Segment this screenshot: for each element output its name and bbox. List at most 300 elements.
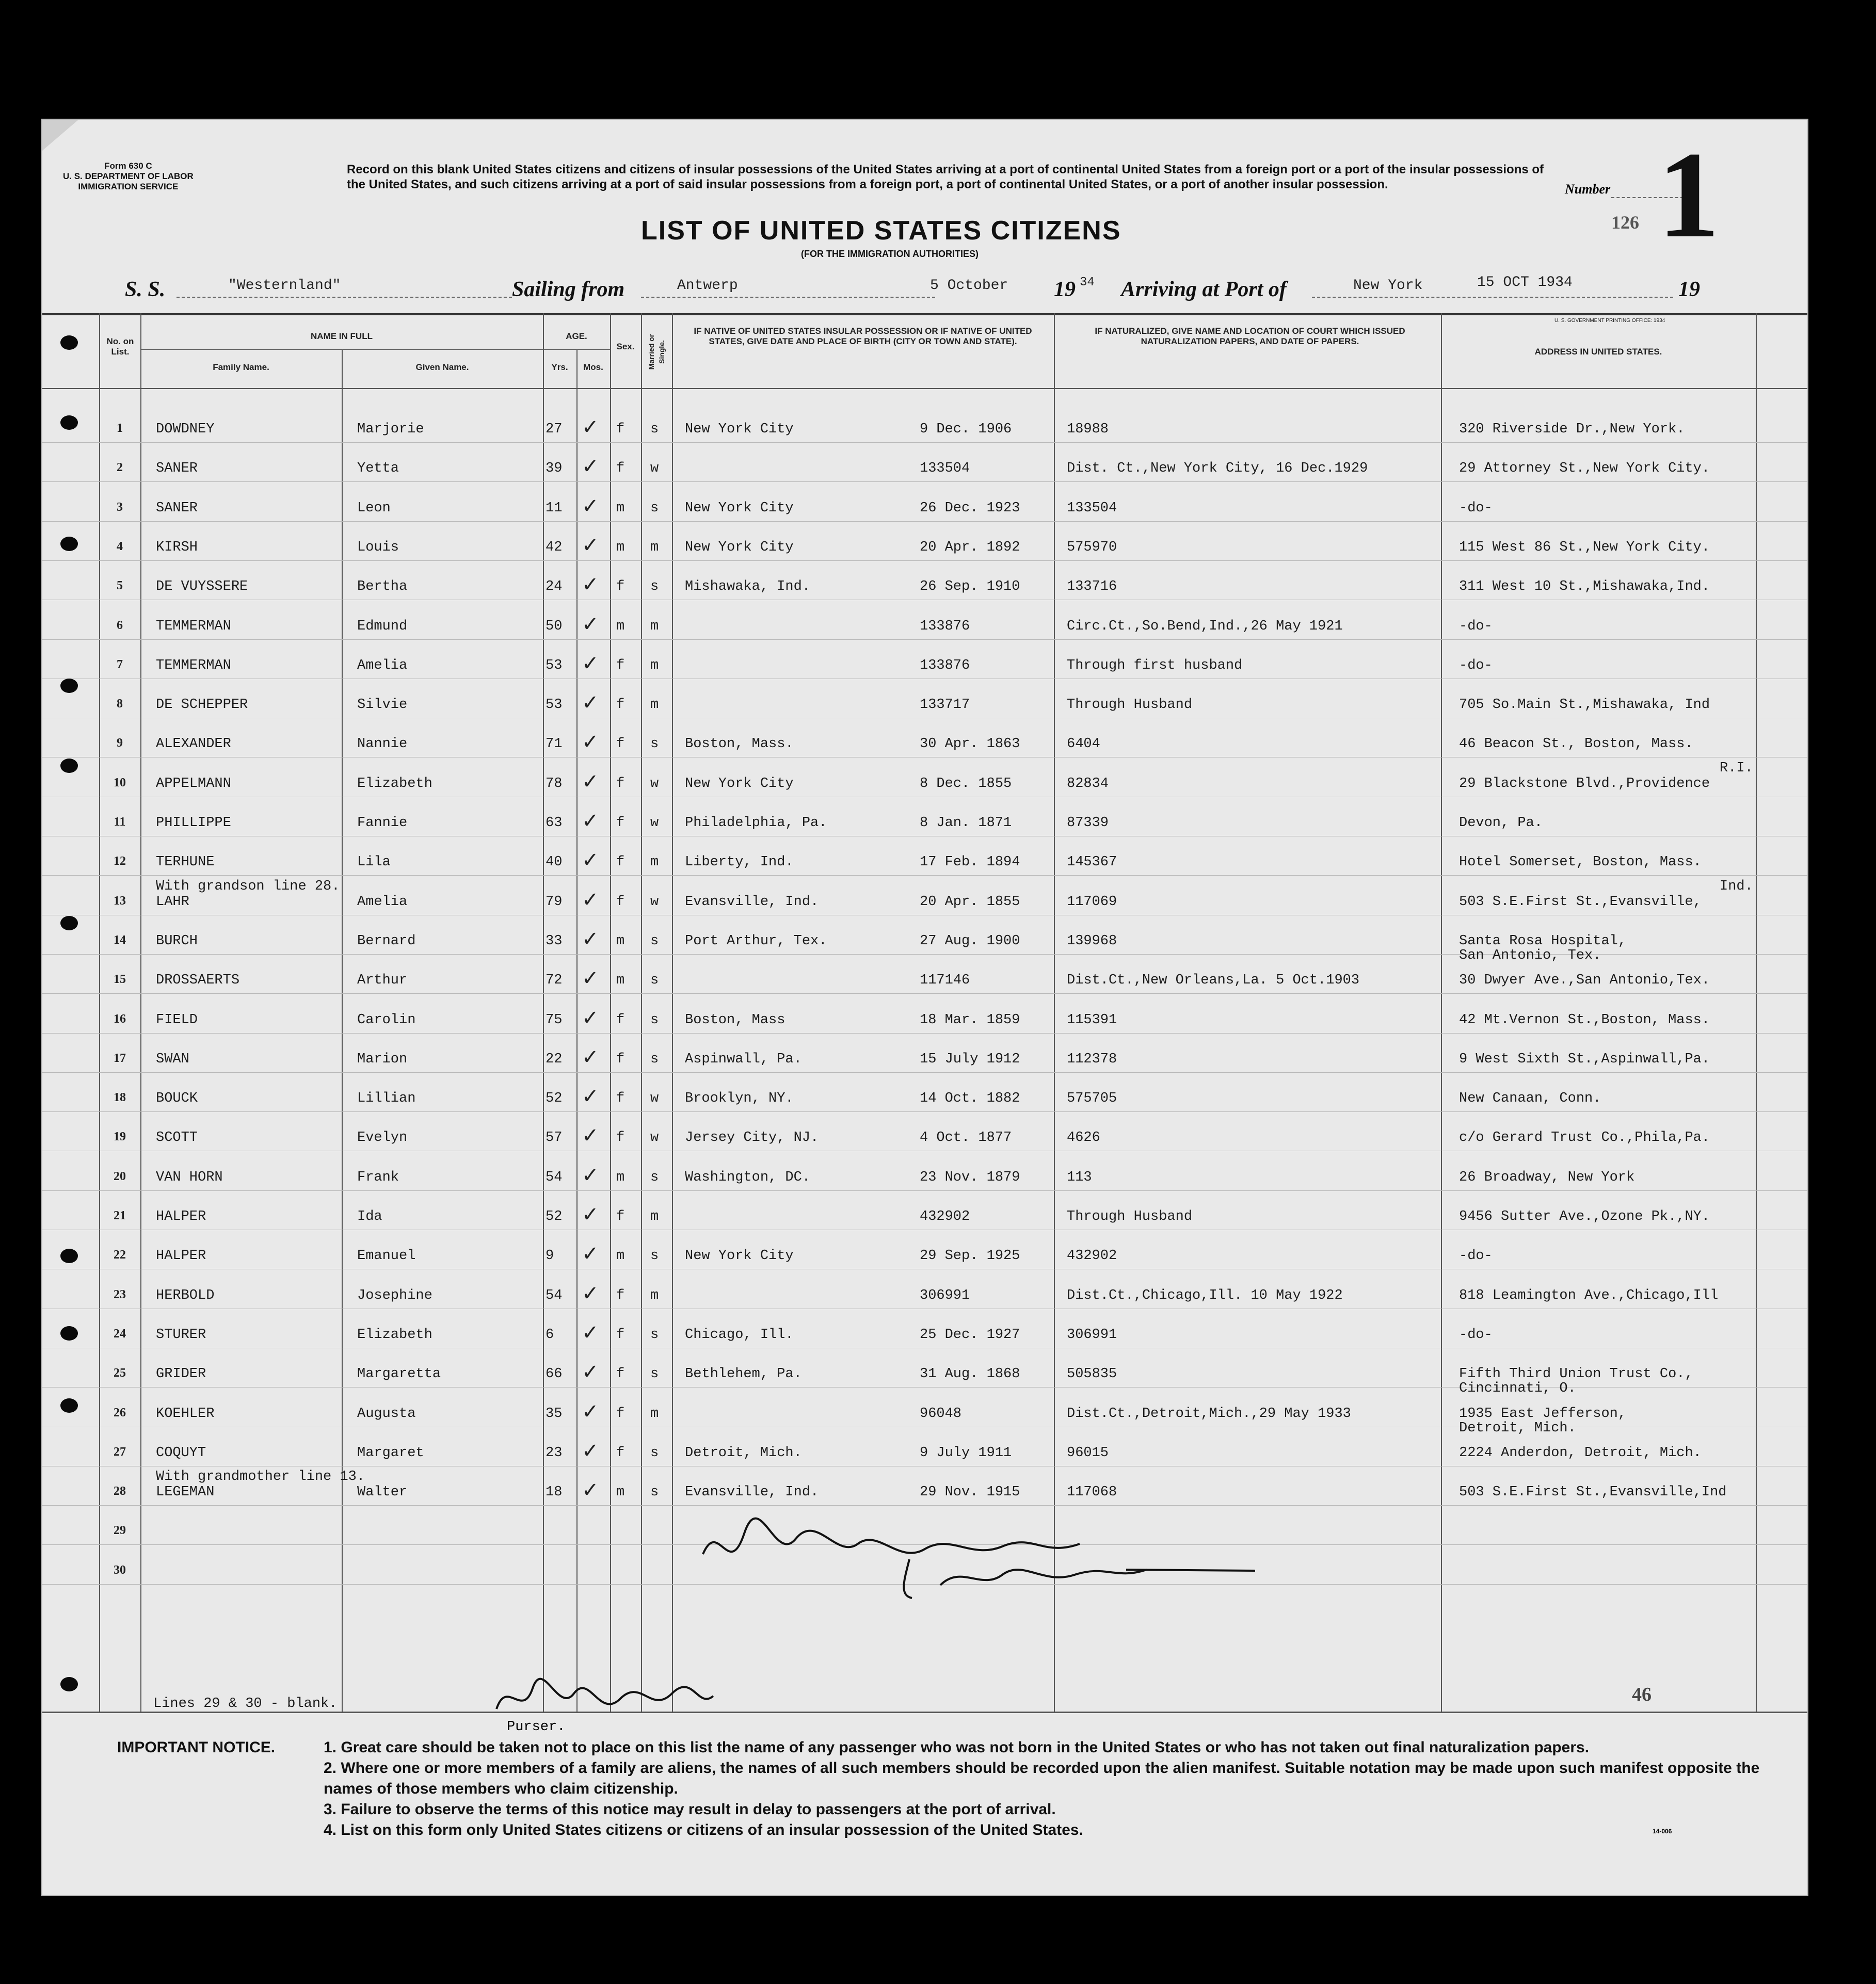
row-family-name: TEMMERMAN <box>156 658 231 673</box>
check-mark: ✓ <box>582 415 599 439</box>
row-age-years: 18 <box>546 1485 563 1500</box>
page-stamp: 46 <box>1632 1684 1651 1705</box>
row-family-name: SANER <box>156 461 198 476</box>
notice-item: 4. List on this form only United States citizens or citizens of an insular possession of the United States. <box>324 1821 1083 1838</box>
row-given-name: Evelyn <box>357 1130 408 1146</box>
row-given-name: Leon <box>357 501 391 516</box>
row-address-line2: Detroit, Mich. <box>1459 1421 1576 1436</box>
row-given-name: Emanuel <box>357 1248 416 1264</box>
row-birth-date-or-cert: 306991 <box>920 1288 970 1303</box>
row-naturalization: 82834 <box>1067 776 1109 792</box>
row-line-number: 5 <box>117 579 123 592</box>
row-address: c/o Gerard Trust Co.,Phila,Pa. <box>1459 1130 1710 1146</box>
row-marital-status: m <box>650 1406 659 1422</box>
row-given-name: Walter <box>357 1485 408 1500</box>
row-line-number: 9 <box>117 736 123 750</box>
row-family-name: GRIDER <box>156 1366 206 1382</box>
row-rule <box>42 481 1807 482</box>
row-birth-date-or-cert: 17 Feb. 1894 <box>920 854 1020 870</box>
row-line-number: 18 <box>114 1091 126 1104</box>
row-birth-date-or-cert: 27 Aug. 1900 <box>920 933 1020 949</box>
row-line-number: 21 <box>114 1209 126 1222</box>
row-marital-status: m <box>650 619 659 634</box>
binder-hole <box>60 1677 78 1691</box>
row-birth-date-or-cert: 96048 <box>920 1406 962 1422</box>
row-age-years: 63 <box>546 815 563 831</box>
row-birth-place: Evansville, Ind. <box>685 1485 819 1500</box>
row-sex: f <box>616 894 625 910</box>
row-age-years: 66 <box>546 1366 563 1382</box>
row-address: 818 Leamington Ave.,Chicago,Ill <box>1459 1288 1719 1303</box>
row-marital-status: s <box>650 579 659 594</box>
row-birth-place: Chicago, Ill. <box>685 1327 794 1343</box>
row-birth-place: New York City <box>685 422 794 437</box>
row-given-name: Ida <box>357 1209 382 1224</box>
binder-hole <box>60 1249 78 1263</box>
row-line-number: 13 <box>114 894 126 908</box>
form-id-line: U. S. DEPARTMENT OF LABOR <box>63 171 194 181</box>
row-rule <box>42 875 1807 876</box>
row-naturalization: 6404 <box>1067 736 1100 752</box>
check-mark: ✓ <box>582 1360 599 1384</box>
row-given-name: Bertha <box>357 579 408 594</box>
row-line-number: 7 <box>117 658 123 671</box>
row-naturalization: 133716 <box>1067 579 1117 594</box>
row-sex: m <box>616 1170 625 1185</box>
row-sex: f <box>616 1288 625 1303</box>
row-birth-place: Mishawaka, Ind. <box>685 579 811 594</box>
row-age-years: 35 <box>546 1406 563 1422</box>
header-family-name: Family Name. <box>213 362 269 372</box>
row-family-name: SWAN <box>156 1052 189 1067</box>
row-naturalization: 113 <box>1067 1170 1092 1185</box>
check-mark: ✓ <box>582 888 599 912</box>
row-sex: m <box>616 619 625 634</box>
row-line-number: 2 <box>117 461 123 474</box>
row-address: 503 S.E.First St.,Evansville,Ind <box>1459 1485 1727 1500</box>
row-address: 29 Attorney St.,New York City. <box>1459 461 1710 476</box>
row-sex: f <box>616 1012 625 1028</box>
row-given-name: Marjorie <box>357 422 424 437</box>
row-note: With grandmother line 13. <box>156 1469 365 1485</box>
row-birth-date-or-cert: 18 Mar. 1859 <box>920 1012 1020 1028</box>
row-rule <box>42 1033 1807 1034</box>
row-marital-status: s <box>650 1248 659 1264</box>
arrival-port: New York <box>1353 278 1423 294</box>
row-naturalization: 18988 <box>1067 422 1109 437</box>
row-given-name: Lila <box>357 854 391 870</box>
row-age-years: 57 <box>546 1130 563 1146</box>
row-age-years: 39 <box>546 461 563 476</box>
row-naturalization: 505835 <box>1067 1366 1117 1382</box>
row-address: Devon, Pa. <box>1459 815 1543 831</box>
header-address: ADDRESS IN UNITED STATES. <box>1534 347 1662 357</box>
row-family-name: LAHR <box>156 894 189 910</box>
row-sex: f <box>616 1327 625 1343</box>
row-birth-date-or-cert: 31 Aug. 1868 <box>920 1366 1020 1382</box>
check-mark: ✓ <box>582 534 599 557</box>
row-family-name: APPELMANN <box>156 776 231 792</box>
row-family-name: HALPER <box>156 1248 206 1264</box>
manifest-sheet <box>41 119 1808 1896</box>
row-rule <box>42 993 1807 994</box>
row-marital-status: m <box>650 1288 659 1303</box>
row-age-years: 27 <box>546 422 563 437</box>
row-birth-place: Detroit, Mich. <box>685 1445 802 1461</box>
row-line-number: 12 <box>114 854 126 868</box>
row-address: Hotel Somerset, Boston, Mass. <box>1459 854 1702 870</box>
row-address: 9456 Sutter Ave.,Ozone Pk.,NY. <box>1459 1209 1710 1224</box>
row-age-years: 33 <box>546 933 563 949</box>
row-marital-status: w <box>650 815 659 831</box>
row-birth-date-or-cert: 14 Oct. 1882 <box>920 1091 1020 1106</box>
check-mark: ✓ <box>582 455 599 478</box>
row-birth-date-or-cert: 8 Jan. 1871 <box>920 815 1012 831</box>
row-birth-date-or-cert: 15 July 1912 <box>920 1052 1020 1067</box>
row-marital-status: s <box>650 1445 659 1461</box>
row-marital-status: m <box>650 540 659 555</box>
binder-hole <box>60 679 78 693</box>
row-sex: f <box>616 1052 625 1067</box>
row-address: 29 Blackstone Blvd.,Providence <box>1459 776 1710 792</box>
check-mark: ✓ <box>582 730 599 754</box>
check-mark: ✓ <box>582 691 599 715</box>
row-sex: f <box>616 422 625 437</box>
row-line-number: 4 <box>117 540 123 553</box>
row-sex: m <box>616 933 625 949</box>
row-line-number: 30 <box>114 1563 126 1577</box>
row-naturalization: 575705 <box>1067 1091 1117 1106</box>
check-mark: ✓ <box>582 1006 599 1030</box>
row-sex: m <box>616 540 625 555</box>
row-address: 311 West 10 St.,Mishawaka,Ind. <box>1459 579 1710 594</box>
row-sex: m <box>616 1485 625 1500</box>
form-intro: Record on this blank United States citizens and citizens of insular possessions of the United States arriving at a port of continental United States from a foreign port or a port of the insular possessions of the United States, and such citizens arriving at a port of said insular possessions from a foreign port, a port of continental United States, or a port of another insular possession. <box>347 163 1544 191</box>
row-address: Santa Rosa Hospital, <box>1459 933 1627 949</box>
page-title: LIST OF UNITED STATES CITIZENS <box>641 216 1121 246</box>
row-family-name: HERBOLD <box>156 1288 215 1303</box>
row-line-number: 29 <box>114 1524 126 1537</box>
row-marital-status: w <box>650 776 659 792</box>
check-mark: ✓ <box>582 1242 599 1266</box>
check-mark: ✓ <box>582 1282 599 1305</box>
check-mark: ✓ <box>582 612 599 636</box>
row-rule <box>42 1190 1807 1191</box>
row-family-name: BOUCK <box>156 1091 198 1106</box>
row-naturalization: 145367 <box>1067 854 1117 870</box>
form-id-line: Form 630 C <box>104 161 152 171</box>
row-line-number: 10 <box>114 776 126 789</box>
row-age-years: 75 <box>546 1012 563 1028</box>
row-naturalization: 117068 <box>1067 1485 1117 1500</box>
row-note: With grandson line 28. <box>156 879 340 894</box>
row-age-years: 24 <box>546 579 563 594</box>
check-mark: ✓ <box>582 1321 599 1345</box>
row-line-number: 20 <box>114 1170 126 1183</box>
row-address: 503 S.E.First St.,Evansville, <box>1459 894 1702 910</box>
row-rule <box>42 1111 1807 1112</box>
row-birth-date-or-cert: 26 Dec. 1923 <box>920 501 1020 516</box>
row-given-name: Fannie <box>357 815 408 831</box>
row-address-continued: Ind. <box>1720 879 1753 894</box>
row-sex: f <box>616 815 625 831</box>
row-line-number: 3 <box>117 501 123 514</box>
row-age-years: 72 <box>546 973 563 988</box>
row-age-years: 40 <box>546 854 563 870</box>
row-sex: f <box>616 1445 625 1461</box>
row-marital-status: w <box>650 461 659 476</box>
row-sex: f <box>616 854 625 870</box>
row-address: Fifth Third Union Trust Co., <box>1459 1366 1693 1382</box>
row-address: 9 West Sixth St.,Aspinwall,Pa. <box>1459 1052 1710 1067</box>
form-id-line: IMMIGRATION SERVICE <box>78 182 179 191</box>
row-marital-status: s <box>650 1366 659 1382</box>
row-birth-place: New York City <box>685 1248 794 1264</box>
row-sex: f <box>616 697 625 713</box>
row-line-number: 25 <box>114 1366 126 1380</box>
number-label: Number <box>1565 182 1611 197</box>
binder-hole <box>60 335 78 350</box>
row-line-number: 27 <box>114 1445 126 1459</box>
row-birth-date-or-cert: 30 Apr. 1863 <box>920 736 1020 752</box>
notice-item: 1. Great care should be taken not to place on this list the name of any passenger who was not born in the United States or who has not taken out final naturalization papers. <box>324 1739 1590 1756</box>
check-mark: ✓ <box>582 1045 599 1069</box>
form-id <box>63 161 194 192</box>
row-age-years: 52 <box>546 1091 563 1106</box>
row-naturalization: 575970 <box>1067 540 1117 555</box>
row-sex: f <box>616 579 625 594</box>
arrival-date-stamp: 15 OCT 1934 <box>1477 275 1573 291</box>
row-line-number: 24 <box>114 1327 126 1341</box>
row-birth-place: New York City <box>685 776 794 792</box>
row-given-name: Margaretta <box>357 1366 441 1382</box>
year-prefix-2: 19 <box>1678 278 1700 301</box>
check-mark: ✓ <box>582 927 599 951</box>
row-family-name: DROSSAERTS <box>156 973 240 988</box>
row-given-name: Yetta <box>357 461 399 476</box>
row-given-name: Elizabeth <box>357 776 432 792</box>
row-line-number: 26 <box>114 1406 126 1420</box>
row-naturalization: 112378 <box>1067 1052 1117 1067</box>
row-age-years: 42 <box>546 540 563 555</box>
row-given-name: Elizabeth <box>357 1327 432 1343</box>
row-birth-place: Aspinwall, Pa. <box>685 1052 802 1067</box>
inspector-signature <box>682 1503 1276 1601</box>
row-line-number: 6 <box>117 619 123 632</box>
row-birth-date-or-cert: 29 Sep. 1925 <box>920 1248 1020 1264</box>
row-birth-date-or-cert: 9 Dec. 1906 <box>920 422 1012 437</box>
row-age-years: 52 <box>546 1209 563 1224</box>
row-address: 2224 Anderdon, Detroit, Mich. <box>1459 1445 1702 1461</box>
row-family-name: KIRSH <box>156 540 198 555</box>
check-mark: ✓ <box>582 494 599 518</box>
row-naturalization: Circ.Ct.,So.Bend,Ind.,26 May 1921 <box>1067 619 1343 634</box>
page-subtitle: (FOR THE IMMIGRATION AUTHORITIES) <box>801 249 979 259</box>
row-birth-place: Washington, DC. <box>685 1170 811 1185</box>
row-address: -do- <box>1459 501 1493 516</box>
row-rule <box>42 560 1807 561</box>
row-given-name: Carolin <box>357 1012 416 1028</box>
check-mark: ✓ <box>582 770 599 794</box>
row-address: 26 Broadway, New York <box>1459 1170 1635 1185</box>
row-family-name: TEMMERMAN <box>156 619 231 634</box>
row-age-years: 23 <box>546 1445 563 1461</box>
notice-item: 2. Where one or more members of a family are aliens, the names of all such members should be recorded upon the alien manifest. Suitable notation may be made upon such manifest opposite the names of those members who claim citizenship. <box>324 1760 1760 1797</box>
row-given-name: Edmund <box>357 619 408 634</box>
row-naturalization: Through Husband <box>1067 1209 1193 1224</box>
sailing-port: Antwerp <box>677 278 738 294</box>
header-name-in-full: NAME IN FULL <box>311 331 373 341</box>
row-address: 115 West 86 St.,New York City. <box>1459 540 1710 555</box>
row-line-number: 11 <box>114 815 126 829</box>
row-age-years: 11 <box>546 501 563 516</box>
header-birth: IF NATIVE OF UNITED STATES INSULAR POSSESSION OR IF NATIVE OF UNITED STATES, GIVE DATE AND PLACE OF BIRTH (CITY OR TOWN AND STATE). <box>694 326 1032 346</box>
notice-item: 3. Failure to observe the terms of this notice may result in delay to passengers at the port of arrival. <box>324 1801 1056 1818</box>
sailing-label: Sailing from <box>512 278 625 301</box>
row-given-name: Margaret <box>357 1445 424 1461</box>
printing-note: U. S. GOVERNMENT PRINTING OFFICE: 1934 <box>1554 318 1665 324</box>
ship-name: "Westernland" <box>228 278 341 294</box>
row-marital-status: s <box>650 1052 659 1067</box>
row-marital-status: w <box>650 894 659 910</box>
row-line-number: 16 <box>114 1012 126 1026</box>
check-mark: ✓ <box>582 809 599 833</box>
row-age-years: 50 <box>546 619 563 634</box>
row-birth-date-or-cert: 4 Oct. 1877 <box>920 1130 1012 1146</box>
row-age-years: 53 <box>546 658 563 673</box>
row-sex: f <box>616 461 625 476</box>
bottom-code: 14-006 <box>1653 1828 1672 1835</box>
check-mark: ✓ <box>582 1164 599 1187</box>
row-naturalization: 115391 <box>1067 1012 1117 1028</box>
row-age-years: 9 <box>546 1248 554 1264</box>
row-birth-date-or-cert: 117146 <box>920 973 970 988</box>
row-given-name: Augusta <box>357 1406 416 1422</box>
header-mos: Mos. <box>583 362 603 372</box>
row-given-name: Silvie <box>357 697 408 713</box>
check-mark: ✓ <box>582 1203 599 1227</box>
row-birth-place: New York City <box>685 501 794 516</box>
row-sex: m <box>616 973 625 988</box>
row-age-years: 54 <box>546 1288 563 1303</box>
row-naturalization: 133504 <box>1067 501 1117 516</box>
row-sex: f <box>616 1366 625 1382</box>
row-marital-status: s <box>650 736 659 752</box>
row-rule <box>42 639 1807 640</box>
row-given-name: Nannie <box>357 736 408 752</box>
row-naturalization: 306991 <box>1067 1327 1117 1343</box>
header-married-single: Married or Single. <box>647 334 666 370</box>
row-given-name: Marion <box>357 1052 408 1067</box>
row-line-number: 17 <box>114 1052 126 1065</box>
check-mark: ✓ <box>582 966 599 990</box>
row-address: 42 Mt.Vernon St.,Boston, Mass. <box>1459 1012 1710 1028</box>
row-marital-status: s <box>650 1485 659 1500</box>
row-marital-status: s <box>650 422 659 437</box>
row-address: 320 Riverside Dr.,New York. <box>1459 422 1685 437</box>
header-given-name: Given Name. <box>415 362 469 372</box>
row-sex: m <box>616 501 625 516</box>
row-sex: f <box>616 1209 625 1224</box>
row-family-name: VAN HORN <box>156 1170 223 1185</box>
sailing-date: 5 October <box>930 278 1008 294</box>
row-sex: f <box>616 736 625 752</box>
row-age-years: 53 <box>546 697 563 713</box>
binder-hole <box>60 415 78 430</box>
row-line-number: 23 <box>114 1288 126 1301</box>
row-birth-place: Liberty, Ind. <box>685 854 794 870</box>
list-number: 126 <box>1611 212 1639 233</box>
row-age-years: 6 <box>546 1327 554 1343</box>
row-marital-status: w <box>650 1091 659 1106</box>
row-birth-date-or-cert: 26 Sep. 1910 <box>920 579 1020 594</box>
row-age-years: 78 <box>546 776 563 792</box>
row-address: 705 So.Main St.,Mishawaka, Ind <box>1459 697 1710 713</box>
row-sex: f <box>616 1130 625 1146</box>
sheet-number: 1 <box>1658 126 1720 263</box>
row-birth-date-or-cert: 25 Dec. 1927 <box>920 1327 1020 1343</box>
check-mark: ✓ <box>582 1439 599 1463</box>
row-family-name: FIELD <box>156 1012 198 1028</box>
row-given-name: Lillian <box>357 1091 416 1106</box>
row-family-name: DE SCHEPPER <box>156 697 248 713</box>
folded-corner <box>42 120 78 151</box>
row-family-name: SANER <box>156 501 198 516</box>
row-given-name: Arthur <box>357 973 408 988</box>
row-line-number: 1 <box>117 422 123 435</box>
row-age-years: 79 <box>546 894 563 910</box>
notice-label: IMPORTANT NOTICE. <box>117 1739 276 1756</box>
binder-hole <box>60 916 78 930</box>
year-prefix: 19 <box>1054 278 1076 301</box>
row-marital-status: s <box>650 501 659 516</box>
row-naturalization: Dist.Ct.,New Orleans,La. 5 Oct.1903 <box>1067 973 1360 988</box>
header-age: AGE. <box>566 331 587 341</box>
row-family-name: DOWDNEY <box>156 422 215 437</box>
row-given-name: Josephine <box>357 1288 432 1303</box>
row-rule <box>42 1072 1807 1073</box>
row-line-number: 22 <box>114 1248 126 1262</box>
row-address-line2: San Antonio, Tex. <box>1459 948 1601 963</box>
row-naturalization: 87339 <box>1067 815 1109 831</box>
row-birth-date-or-cert: 133717 <box>920 697 970 713</box>
row-naturalization: 117069 <box>1067 894 1117 910</box>
check-mark: ✓ <box>582 1478 599 1502</box>
row-address: New Canaan, Conn. <box>1459 1091 1601 1106</box>
row-address: -do- <box>1459 1248 1493 1264</box>
row-family-name: COQUYT <box>156 1445 206 1461</box>
row-family-name: LEGEMAN <box>156 1485 215 1500</box>
row-birth-place: Boston, Mass. <box>685 736 794 752</box>
row-naturalization: 432902 <box>1067 1248 1117 1264</box>
row-family-name: PHILLIPPE <box>156 815 231 831</box>
check-mark: ✓ <box>582 848 599 872</box>
row-birth-date-or-cert: 133876 <box>920 619 970 634</box>
row-family-name: STURER <box>156 1327 206 1343</box>
row-birth-date-or-cert: 9 July 1911 <box>920 1445 1012 1461</box>
row-marital-status: m <box>650 854 659 870</box>
row-marital-status: s <box>650 933 659 949</box>
row-sex: m <box>616 1248 625 1264</box>
row-line-number: 8 <box>117 697 123 711</box>
row-naturalization: Through first husband <box>1067 658 1243 673</box>
row-family-name: BURCH <box>156 933 198 949</box>
row-marital-status: m <box>650 697 659 713</box>
row-address: -do- <box>1459 658 1493 673</box>
binder-hole <box>60 759 78 773</box>
row-given-name: Amelia <box>357 658 408 673</box>
row-given-name: Amelia <box>357 894 408 910</box>
